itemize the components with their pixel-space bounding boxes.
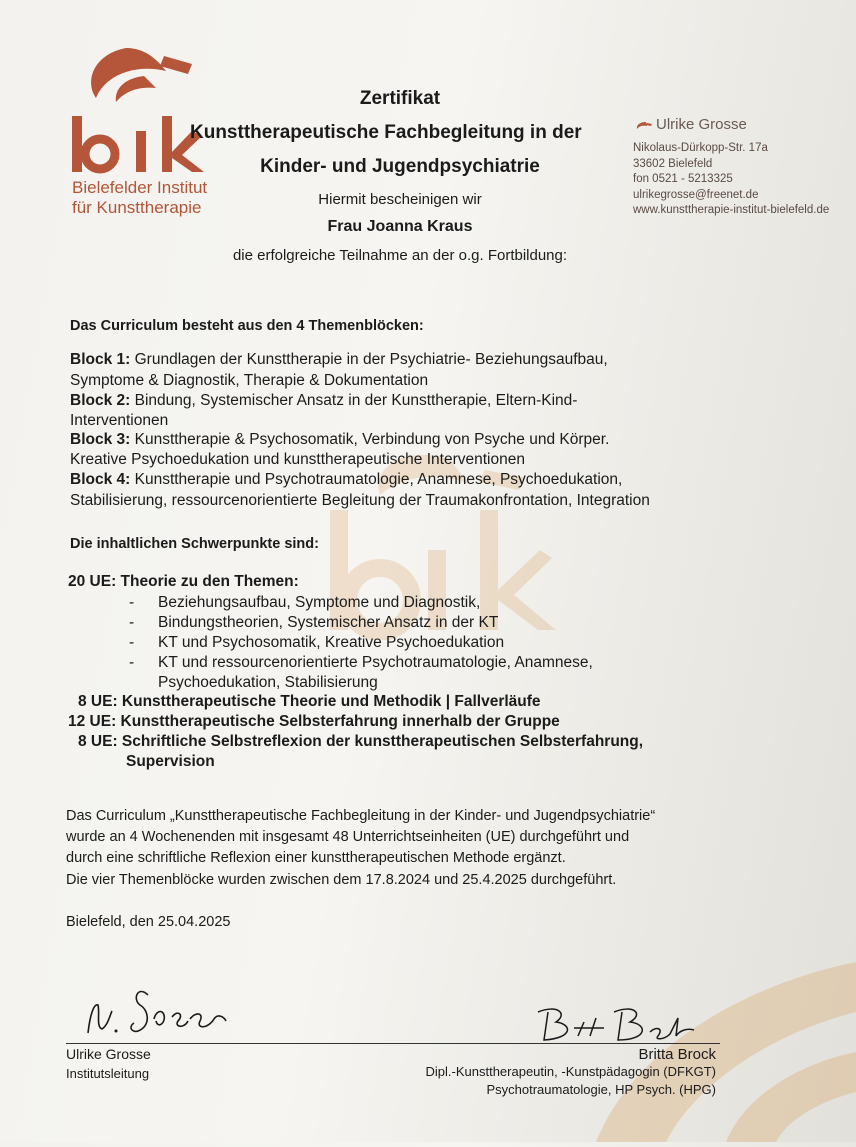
summary-line3: durch eine schriftliche Reflexion einer kunsttherapeutischen Methode ergänzt. [66,850,566,866]
theory-hours: 20 UE: Theorie zu den Themen: [68,573,299,590]
signature-ulrike-grosse [80,975,240,1045]
contact-email: ulrikegrosse@freenet.de [633,189,759,201]
summary-line2: wurde an 4 Wochenenden mit insgesamt 48 Unterrichtseinheiten (UE) durchgeführt und [66,829,630,845]
signatory-left-role: Institutsleitung [66,1066,150,1081]
swoosh-icon [634,120,652,132]
self-reflection-hours: 8 UE: Schriftliche Selbstreflexion der kunsttherapeutischen Selbsterfahrung, [78,733,644,750]
topic-item: Bindungstheorien, Systemischer Ansatz in der KT [158,614,499,631]
topic-bullet: - [129,634,135,651]
curriculum-heading: Das Curriculum besteht aus den 4 Themenblöcken: [70,318,424,334]
topic-bullet: - [129,614,135,631]
topic-item: Beziehungsaufbau, Symptome und Diagnostik, [158,594,481,611]
block-3-line2: Kreative Psychoedukation und kunsttherapeutische Interventionen [70,451,525,468]
summary-line4: Die vier Themenblöcke wurden zwischen dem 17.8.2024 und 25.4.2025 durchgeführt. [66,872,617,888]
recipient-name: Frau Joanna Kraus [327,218,473,235]
participation-statement: die erfolgreiche Teilnahme an der o.g. Fortbildung: [232,247,568,264]
course-title-line2: Kinder- und Jugendpsychiatrie [260,156,540,177]
signature-line [66,1043,720,1044]
topic-bullet: - [129,654,135,671]
contact-name: Ulrike Grosse [656,116,747,133]
contact-phone: fon 0521 - 5213325 [633,173,733,185]
certification-intro: Hiermit bescheinigen wir [318,191,482,208]
certificate-title: Zertifikat [359,88,441,109]
self-reflection-continuation: Supervision [126,753,215,770]
block-4-line2: Stabilisierung, ressourcenorientierte Begleitung der Traumakonfrontation, Integration [70,492,650,509]
focus-heading: Die inhaltlichen Schwerpunkte sind: [70,536,319,552]
contact-street: Nikolaus-Dürkopp-Str. 17a [633,142,768,154]
self-experience-hours: 12 UE: Kunsttherapeutische Selbsterfahrung innerhalb der Gruppe [68,713,560,730]
topic-item-continuation: Psychoedukation, Stabilisierung [158,674,378,691]
topic-item: KT und ressourcenorientierte Psychotraumatologie, Anamnese, [158,654,593,671]
block-1-line1: Block 1: Grundlagen der Kunsttherapie in der Psychiatrie- Beziehungsaufbau, [70,351,608,368]
contact-city: 33602 Bielefeld [633,158,713,170]
logo-institute-subtitle: für Kunsttherapie [72,198,202,217]
block-1-line2: Symptome & Diagnostik, Therapie & Dokumentation [70,372,429,389]
block-2-line2: Interventionen [70,412,169,429]
contact-website: www.kunsttherapie-institut-bielefeld.de [633,204,830,216]
signatory-right-specialization: Psychotraumatologie, HP Psych. (HPG) [486,1082,716,1097]
signatory-left-name: Ulrike Grosse [66,1046,151,1062]
signatory-right-name: Britta Brock [638,1046,716,1063]
summary-line1: Das Curriculum „Kunsttherapeutische Fachbegleitung in der Kinder- und Jugendpsychiatrie“ [66,808,656,824]
logo-institute-name: Bielefelder Institut [72,178,208,197]
topic-bullet: - [129,594,135,611]
signatory-right-qualification: Dipl.-Kunsttherapeutin, -Kunstpädagogin (DFKGT) [425,1064,716,1079]
block-3-line1: Block 3: Kunsttherapie & Psychosomatik, Verbindung von Psyche und Körper. [70,431,610,448]
block-4-line1: Block 4: Kunsttherapie und Psychotraumatologie, Anamnese, Psychoedukation, [70,471,623,488]
block-2-line1: Block 2: Bindung, Systemischer Ansatz in der Kunsttherapie, Eltern-Kind- [70,392,578,409]
topic-item: KT und Psychosomatik, Kreative Psychoedukation [158,634,505,651]
methodology-hours: 8 UE: Kunsttherapeutische Theorie und Methodik | Fallverläufe [78,693,541,710]
course-title-line1: Kunsttherapeutische Fachbegleitung in der [190,122,582,143]
place-and-date: Bielefeld, den 25.04.2025 [66,914,231,930]
